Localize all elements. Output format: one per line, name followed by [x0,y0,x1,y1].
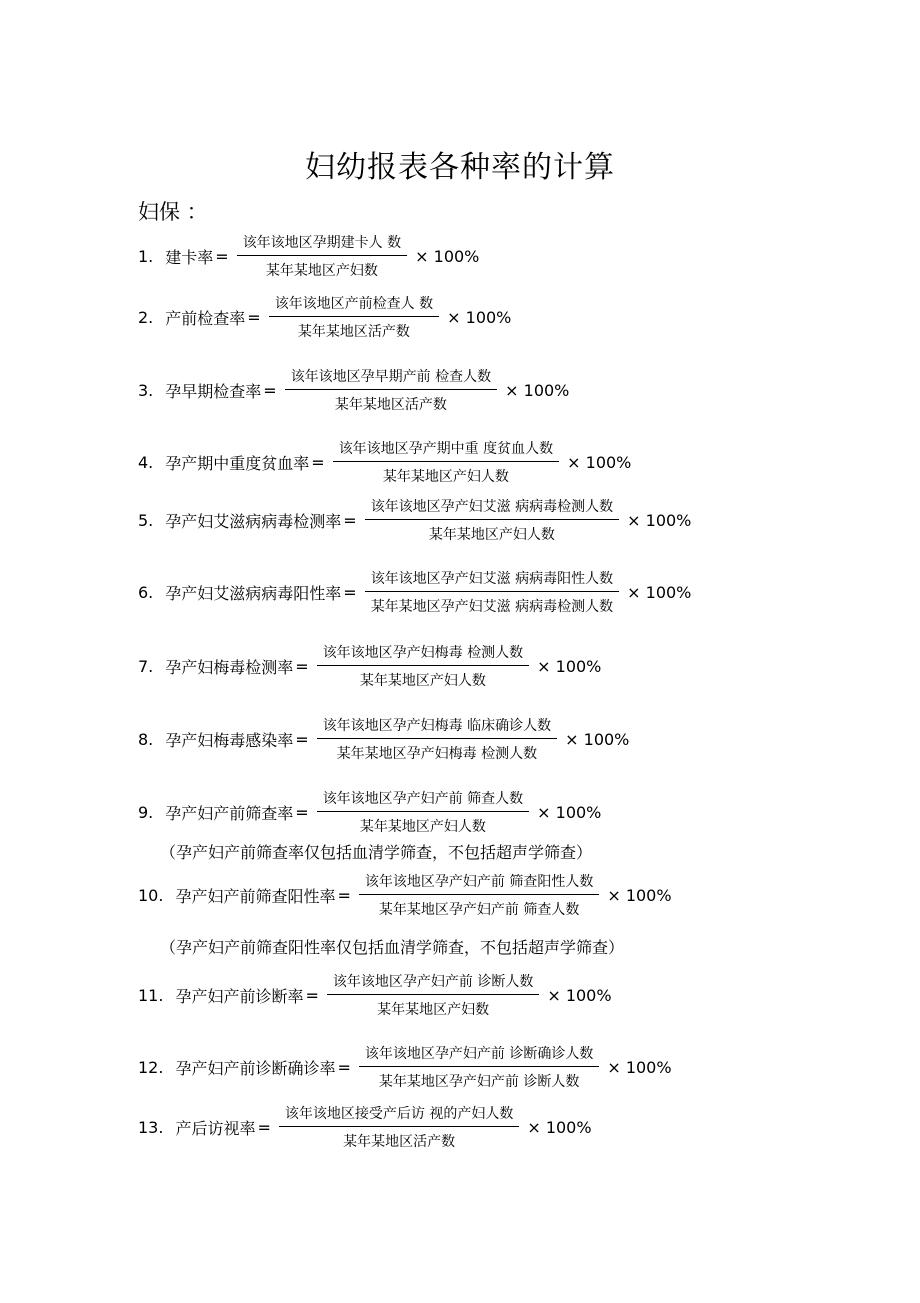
formula-number: 10. [138,885,164,905]
note-screening-rate: （孕产妇产前筛查率仅包括血清学筛查，不包括超声学筛查） [160,843,593,862]
formula-number: 8. [138,729,154,749]
denominator: 某年某地区孕产妇产前 诊断人数 [378,1074,580,1090]
multiplier: × 100% [527,1117,592,1137]
equals-sign: = [263,380,277,400]
formula-name: 孕产妇产前筛查阳性率 [175,886,336,906]
fraction [237,232,407,280]
formula-row [138,568,691,616]
equals-sign: = [337,1057,351,1077]
denominator: 某年某地区产妇数 [265,263,378,279]
formula-number: 12. [138,1057,164,1077]
multiplier: × 100% [505,380,570,400]
multiplier: × 100% [627,510,692,530]
formula-number: 9. [138,802,154,822]
numerator: 该年该地区孕产妇产前 筛查人数 [317,788,529,812]
formula-number: 4. [138,452,154,472]
denominator: 某年某地区产妇人数 [428,527,555,543]
equals-sign: = [295,802,309,822]
multiplier: × 100% [537,656,602,676]
fraction [365,496,619,544]
numerator: 该年该地区孕产妇艾滋 病病毒检测人数 [365,496,619,520]
fraction [359,1043,599,1091]
multiplier: × 100% [607,1057,672,1077]
formula-number: 13. [138,1117,164,1137]
denominator: 某年某地区产妇数 [377,1002,490,1018]
multiplier: × 100% [447,307,512,327]
formula-row [138,1103,592,1151]
fraction [327,971,539,1019]
denominator: 某年某地区孕产妇艾滋 病病毒检测人数 [370,599,614,615]
multiplier: × 100% [547,985,612,1005]
formula-row [138,871,672,919]
formula-row [138,438,631,486]
formula-number: 3. [138,380,154,400]
numerator: 该年该地区孕早期产前 检查人数 [285,366,497,390]
formula-name: 孕产妇产前诊断率 [175,986,304,1006]
formula-name: 孕产妇梅毒检测率 [165,657,294,677]
formula-name: 建卡率 [165,247,214,267]
equals-sign: = [257,1117,271,1137]
section-heading: 妇保 ： [138,200,208,224]
formula-row [138,788,601,836]
fraction [279,1103,519,1151]
denominator: 某年某地区活产数 [334,397,447,413]
formula-name: 孕产妇产前诊断确诊率 [175,1058,336,1078]
formula-number: 6. [138,582,154,602]
multiplier: × 100% [415,246,480,266]
formula-name: 孕产妇梅毒感染率 [165,730,294,750]
formula-row [138,1043,672,1091]
equals-sign: = [247,307,261,327]
multiplier: × 100% [537,802,602,822]
formula-name: 孕产期中重度贫血率 [165,453,310,473]
formula-number: 11. [138,985,164,1005]
formula-name: 孕产妇艾滋病病毒检测率 [165,511,342,531]
equals-sign: = [215,246,229,266]
numerator: 该年该地区孕产妇梅毒 临床确诊人数 [317,715,557,739]
formula-row [138,971,612,1019]
numerator: 该年该地区孕产妇梅毒 检测人数 [317,642,529,666]
multiplier: × 100% [565,729,630,749]
numerator: 该年该地区孕产妇产前 筛查阳性人数 [359,871,599,895]
fraction [285,366,497,414]
formula-row [138,232,479,280]
multiplier: × 100% [607,885,672,905]
denominator: 某年某地区活产数 [297,324,410,340]
equals-sign: = [343,510,357,530]
fraction [333,438,559,486]
fraction [359,871,599,919]
formula-name: 孕早期检查率 [165,381,262,401]
equals-sign: = [295,656,309,676]
formula-number: 7. [138,656,154,676]
fraction [317,788,529,836]
denominator: 某年某地区产妇人数 [359,673,486,689]
fraction [269,293,439,341]
multiplier: × 100% [567,452,632,472]
formula-row [138,496,691,544]
numerator: 该年该地区产前检查人 数 [269,293,439,317]
formula-number: 5. [138,510,154,530]
denominator: 某年某地区活产数 [343,1134,456,1150]
formula-name: 产前检查率 [165,308,246,328]
formula-name: 孕产妇艾滋病病毒阳性率 [165,583,342,603]
fraction [317,715,557,763]
equals-sign: = [337,885,351,905]
numerator: 该年该地区孕期建卡人 数 [237,232,407,256]
fraction [365,568,619,616]
numerator: 该年该地区孕产妇产前 诊断人数 [327,971,539,995]
numerator: 该年该地区孕产期中重 度贫血人数 [333,438,559,462]
formula-row [138,366,569,414]
page-title: 妇幼报表各种率的计算 [305,150,615,185]
denominator: 某年某地区产妇人数 [382,469,509,485]
denominator: 某年某地区孕产妇产前 筛查人数 [378,902,580,918]
formula-number: 2. [138,307,154,327]
equals-sign: = [343,582,357,602]
formula-row [138,293,511,341]
numerator: 该年该地区孕产妇艾滋 病病毒阳性人数 [365,568,619,592]
equals-sign: = [305,985,319,1005]
numerator: 该年该地区接受产后访 视的产妇人数 [279,1103,519,1127]
note-screening-positive-rate: （孕产妇产前筛查阳性率仅包括血清学筛查，不包括超声学筛查） [160,938,625,957]
formula-row [138,642,601,690]
fraction [317,642,529,690]
numerator: 该年该地区孕产妇产前 诊断确诊人数 [359,1043,599,1067]
formula-number: 1. [138,246,154,266]
formula-name: 孕产妇产前筛查率 [165,803,294,823]
formula-name: 产后访视率 [175,1118,256,1138]
equals-sign: = [311,452,325,472]
denominator: 某年某地区孕产妇梅毒 检测人数 [336,746,538,762]
equals-sign: = [295,729,309,749]
denominator: 某年某地区产妇人数 [359,819,486,835]
multiplier: × 100% [627,582,692,602]
formula-row [138,715,629,763]
